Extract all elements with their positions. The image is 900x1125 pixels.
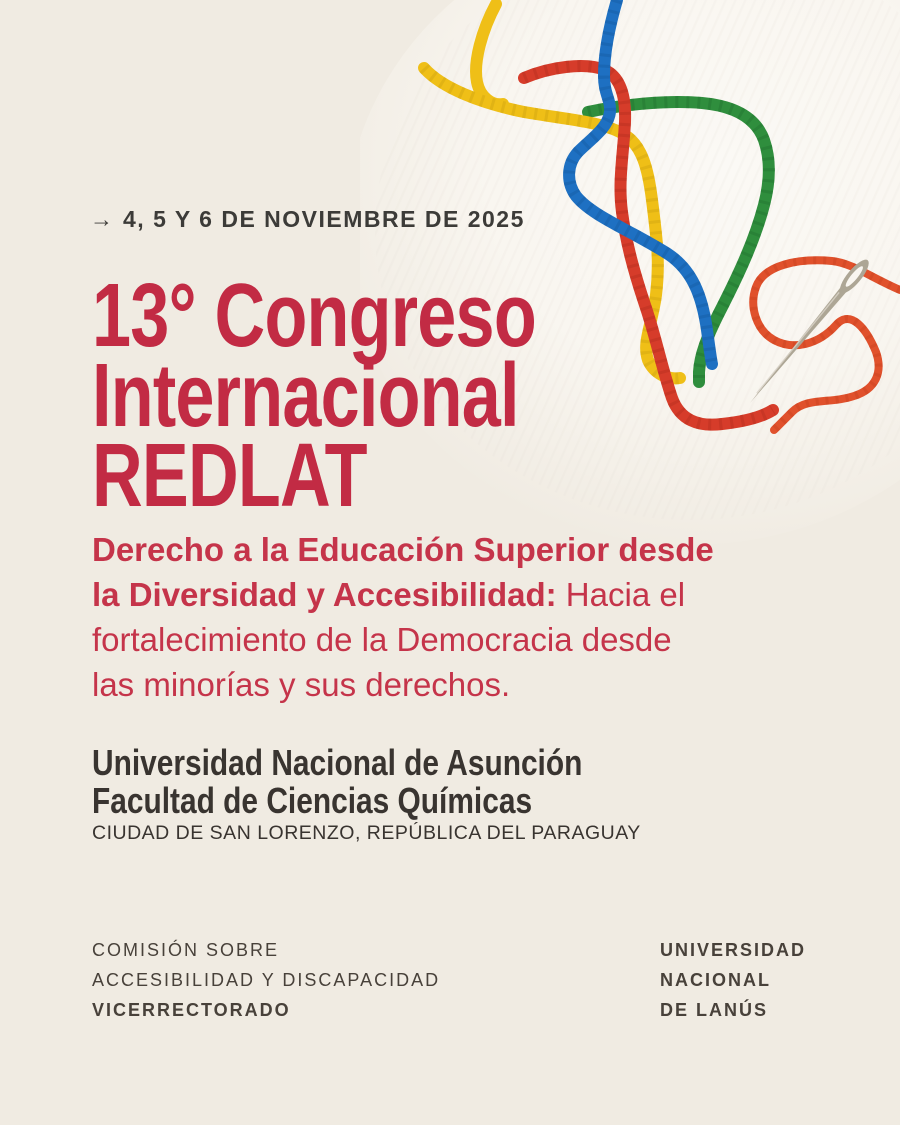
footer-left-line-2: ACCESIBILIDAD Y DISCAPACIDAD bbox=[92, 970, 441, 990]
subtitle-line-1-bold: Derecho a la Educación Superior desde bbox=[92, 531, 714, 568]
footer-right-line-3: DE LANÚS bbox=[660, 1000, 769, 1020]
date-text: 4, 5 Y 6 DE NOVIEMBRE DE 2025 bbox=[123, 206, 525, 232]
footer-left-line-3: VICERRECTORADO bbox=[92, 1000, 291, 1020]
footer-right-line-1: UNIVERSIDAD bbox=[660, 940, 807, 960]
footer-right-line-2: NACIONAL bbox=[660, 970, 771, 990]
institution-line-2: Facultad de Ciencias Químicas bbox=[92, 780, 533, 821]
subtitle-line-4-regular: las minorías y sus derechos. bbox=[92, 666, 511, 703]
location-line: CIUDAD DE SAN LORENZO, REPÚBLICA DEL PARAGUAY bbox=[92, 822, 641, 844]
title-line-3: REDLAT bbox=[92, 426, 367, 526]
subtitle-line-2-bold: la Diversidad y Accesibilidad: bbox=[92, 576, 557, 613]
subtitle-line-2-regular: Hacia el bbox=[556, 576, 686, 613]
subtitle-line-3-regular: fortalecimiento de la Democracia desde bbox=[92, 621, 672, 658]
institution-line-1: Universidad Nacional de Asunción bbox=[92, 742, 583, 783]
subtitle bbox=[92, 527, 714, 707]
date-line bbox=[90, 206, 525, 232]
title-line-1: 13° Congreso bbox=[92, 266, 536, 366]
institution-block bbox=[92, 744, 582, 820]
title-line-2: Internacional bbox=[92, 346, 519, 446]
arrow-icon: → bbox=[90, 206, 113, 232]
footer-left-line-1: COMISIÓN SOBRE bbox=[92, 940, 280, 960]
footer-left-block bbox=[92, 935, 440, 1025]
page-title bbox=[92, 266, 536, 526]
footer-right-block bbox=[660, 935, 806, 1025]
